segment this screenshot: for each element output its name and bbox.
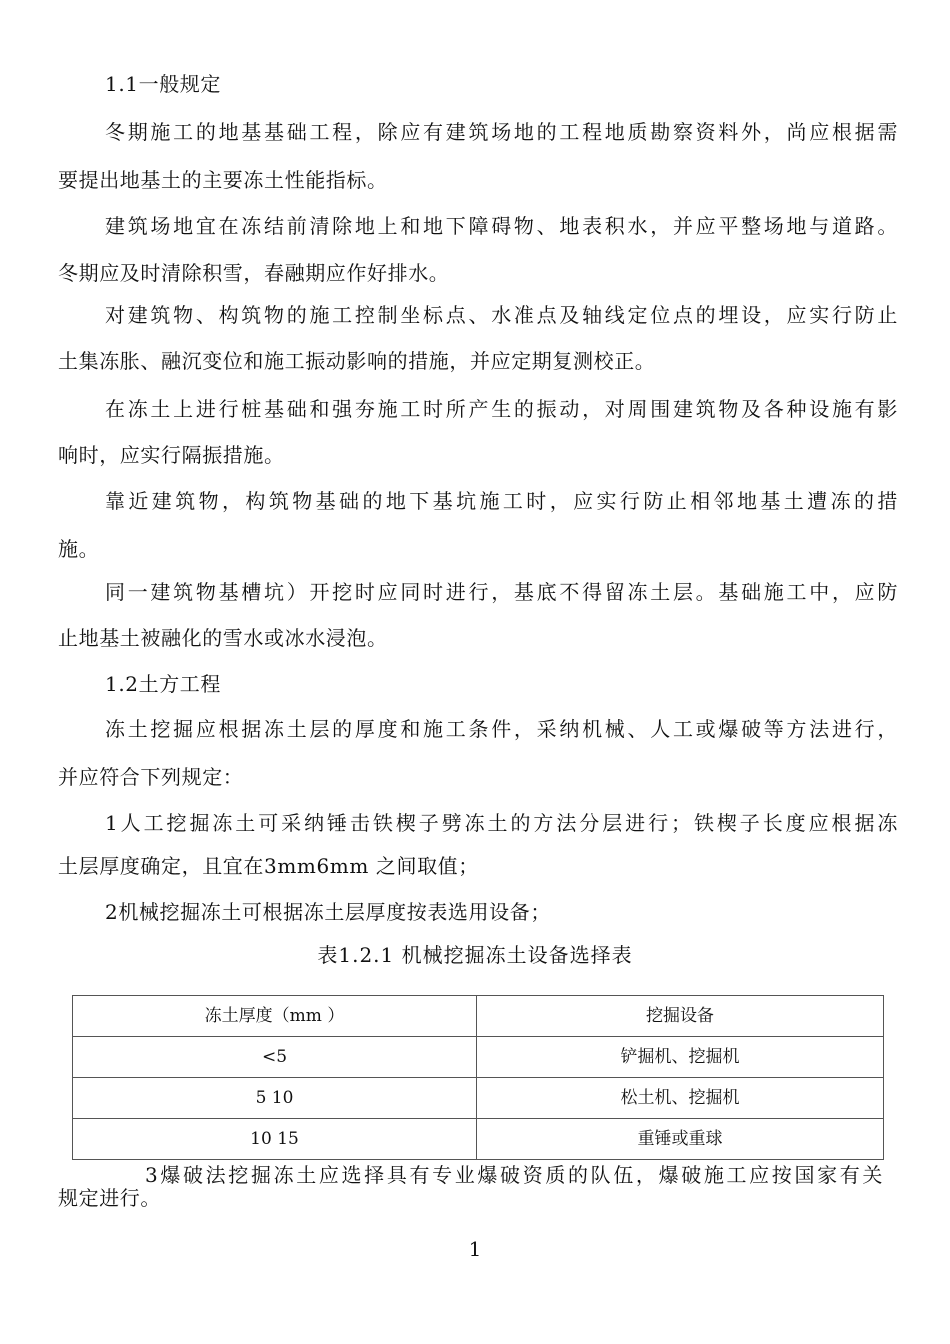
table-cell-equipment: 铲掘机、挖掘机 bbox=[477, 1037, 884, 1078]
table-cell-equipment: 松土机、挖掘机 bbox=[477, 1078, 884, 1119]
paragraph-3-line-1: 对建筑物、构筑物的施工控制坐标点、水准点及轴线定位点的埋设，应实行防止 bbox=[105, 303, 898, 327]
section-heading-1-1: 1.1一般规定 bbox=[105, 72, 222, 96]
table-cell-thickness: 5 10 bbox=[73, 1078, 477, 1119]
paragraph-6-line-2: 止地基土被融化的雪水或冰水浸泡。 bbox=[58, 626, 388, 650]
paragraph-2-line-2: 冬期应及时清除积雪，春融期应作好排水。 bbox=[58, 261, 450, 285]
paragraph-3-line-2: 土集冻胀、融沉变位和施工振动影响的措施，并应定期复测校正。 bbox=[58, 349, 656, 373]
table-header-cell: 冻土厚度（mm ） bbox=[73, 996, 477, 1037]
paragraph-5-line-2: 施。 bbox=[58, 537, 100, 561]
paragraph-5-line-1: 靠近建筑物，构筑物基础的地下基坑施工时，应实行防止相邻地基土遭冻的措 bbox=[105, 489, 898, 513]
paragraph-6-line-1: 同一建筑物基槽坑）开挖时应同时进行，基底不得留冻土层。基础施工中，应防 bbox=[105, 580, 898, 604]
section-heading-1-2: 1.2土方工程 bbox=[105, 672, 222, 696]
table-row bbox=[73, 1119, 884, 1160]
table-caption: 表1.2.1 机械挖掘冻土设备选择表 bbox=[317, 943, 633, 967]
paragraph-2-line-1: 建筑场地宜在冻结前清除地上和地下障碍物、地表积水，并应平整场地与道路。 bbox=[105, 214, 898, 238]
paragraph-1-line-2: 要提出地基土的主要冻土性能指标。 bbox=[58, 168, 388, 192]
table-header-cell: 挖掘设备 bbox=[477, 996, 884, 1037]
paragraph-7-line-1: 冻土挖掘应根据冻土层的厚度和施工条件，采纳机械、人工或爆破等方法进行， bbox=[105, 717, 898, 741]
list-item-3-line-2: 规定进行。 bbox=[58, 1186, 161, 1210]
list-item-1-line-2: 土层厚度确定，且宜在3mm6mm 之间取值； bbox=[58, 854, 479, 878]
table-cell-equipment: 重锤或重球 bbox=[477, 1119, 884, 1160]
list-item-3-line-1: 3爆破法挖掘冻土应选择具有专业爆破资质的队伍，爆破施工应按国家有关 bbox=[145, 1163, 883, 1187]
page-number: 1 bbox=[468, 1237, 482, 1261]
table-row bbox=[73, 1078, 884, 1119]
paragraph-7-line-2: 并应符合下列规定： bbox=[58, 765, 244, 789]
equipment-selection-table bbox=[72, 995, 884, 1160]
table-cell-thickness: 10 15 bbox=[73, 1119, 477, 1160]
table-row bbox=[73, 1037, 884, 1078]
list-item-2: 2机械挖掘冻土可根据冻土层厚度按表选用设备； bbox=[105, 900, 551, 924]
paragraph-4-line-2: 响时，应实行隔振措施。 bbox=[58, 443, 285, 467]
table-cell-thickness: <5 bbox=[73, 1037, 477, 1078]
table-header-row bbox=[73, 996, 884, 1037]
paragraph-4-line-1: 在冻土上进行桩基础和强夯施工时所产生的振动，对周围建筑物及各种设施有影 bbox=[105, 397, 898, 421]
list-item-1-line-1: 1人工挖掘冻土可采纳锤击铁楔子劈冻土的方法分层进行；铁楔子长度应根据冻 bbox=[105, 811, 898, 835]
paragraph-1-line-1: 冬期施工的地基基础工程，除应有建筑场地的工程地质勘察资料外，尚应根据需 bbox=[105, 120, 898, 144]
